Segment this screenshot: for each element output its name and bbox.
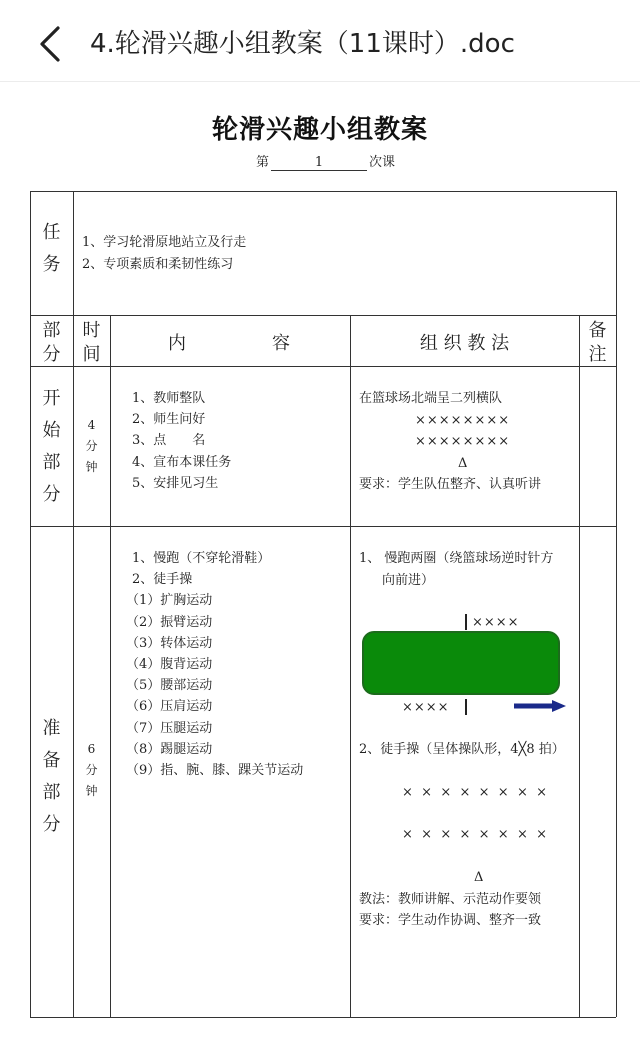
- drill-instruction: 2、徒手操（呈体操队形，4╳8 拍）: [359, 742, 565, 757]
- start-time: 4 分 钟: [85, 418, 98, 474]
- table-line-col2: [110, 315, 111, 1017]
- list-item: （2）振臂运动: [126, 614, 213, 630]
- list-item: 2、师生问好: [132, 412, 206, 428]
- prep-time: 6 分 钟: [85, 742, 98, 798]
- prep-part-label: 准 备 部 分: [42, 718, 61, 835]
- list-item: （7）压腿运动: [126, 720, 213, 736]
- table-line-col1: [73, 191, 74, 1017]
- list-item: 1、教师整队: [132, 391, 206, 406]
- list-item: （3）转体运动: [126, 635, 213, 651]
- header-time: 时 间: [82, 320, 101, 365]
- task-item: 1、学习轮滑原地站立及行走: [82, 235, 247, 250]
- teacher-position-icon: Δ: [458, 456, 468, 471]
- list-item: （4）腹背运动: [126, 657, 213, 673]
- table-border-right: [616, 191, 617, 1017]
- header-part: 部 分: [42, 320, 61, 365]
- top-runners: ××××: [472, 615, 520, 630]
- table-line-col3: [350, 315, 351, 1017]
- list-item: （9）指、腕、膝、踝关节运动: [126, 763, 304, 779]
- list-item: （1）扩胸运动: [126, 593, 213, 609]
- table-border-bottom: [30, 1017, 616, 1018]
- start-marker: [465, 699, 467, 715]
- document-page: [0, 83, 640, 1042]
- lesson-suffix: 次课: [369, 155, 396, 170]
- jog-instruction: 1、 慢跑两圈（绕篮球场逆时针方: [359, 551, 554, 566]
- list-item: （6）压肩运动: [126, 699, 213, 715]
- drill-formation-row: × × × × × × × ×: [402, 827, 547, 842]
- task-item: 2、专项素质和柔韧性练习: [82, 257, 234, 272]
- teacher-position-icon: Δ: [474, 870, 484, 885]
- table-border-left: [30, 191, 31, 1017]
- list-item: 4、宣布本课任务: [132, 454, 232, 470]
- document-title: 4.轮滑兴趣小组教案（11课时）.doc: [90, 29, 515, 59]
- prep-content-list: [126, 548, 304, 781]
- list-item: （5）腰部运动: [126, 678, 213, 694]
- start-method-intro: 在篮球场北端呈二列横队: [359, 391, 503, 406]
- table-line-start: [30, 526, 616, 527]
- list-item: 5、安排见习生: [132, 475, 219, 491]
- start-content-list: [132, 388, 231, 494]
- lesson-prefix: 第: [256, 155, 270, 170]
- top-bar: [0, 0, 640, 82]
- start-part-label: 开 始 部 分: [42, 388, 61, 505]
- chevron-left-icon: [30, 22, 74, 66]
- table-line-task: [30, 315, 616, 316]
- header-content-b: 容: [272, 333, 290, 354]
- start-formation-row: ××××××××: [415, 434, 511, 449]
- method-note: 教法：教师讲解、示范动作要领: [359, 892, 542, 907]
- list-item: 2、徒手操: [132, 572, 193, 588]
- table-line-col4: [579, 315, 580, 1017]
- header-method: 组 织 教 法: [419, 333, 510, 354]
- list-item: （8）踢腿运动: [126, 741, 213, 757]
- bottom-runners: ××××: [402, 700, 450, 715]
- table-border-top: [30, 191, 616, 192]
- prep-requirement: 要求：学生动作协调、整齐一致: [359, 913, 542, 928]
- drill-formation-row: × × × × × × × ×: [402, 785, 547, 800]
- jog-instruction: 向前进）: [382, 573, 435, 588]
- list-item: 1、慢跑（不穿轮滑鞋）: [132, 551, 271, 566]
- lesson-plan-title: 轮滑兴趣小组教案: [211, 115, 428, 145]
- start-marker: [465, 614, 467, 630]
- start-requirement: 要求：学生队伍整齐、认真听讲: [359, 477, 542, 492]
- basketball-court-diagram: [362, 631, 560, 695]
- task-label: 任 务: [42, 222, 61, 275]
- lesson-number: 1: [271, 156, 367, 171]
- lesson-number-line: [256, 151, 395, 171]
- header-notes: 备 注: [588, 320, 607, 365]
- start-formation-row: ××××××××: [415, 413, 511, 428]
- list-item: 3、点 名: [132, 433, 206, 449]
- header-content-a: 内: [168, 333, 186, 354]
- table-line-header: [30, 366, 616, 367]
- back-button[interactable]: [30, 22, 74, 66]
- arrow-right-icon: [514, 700, 566, 712]
